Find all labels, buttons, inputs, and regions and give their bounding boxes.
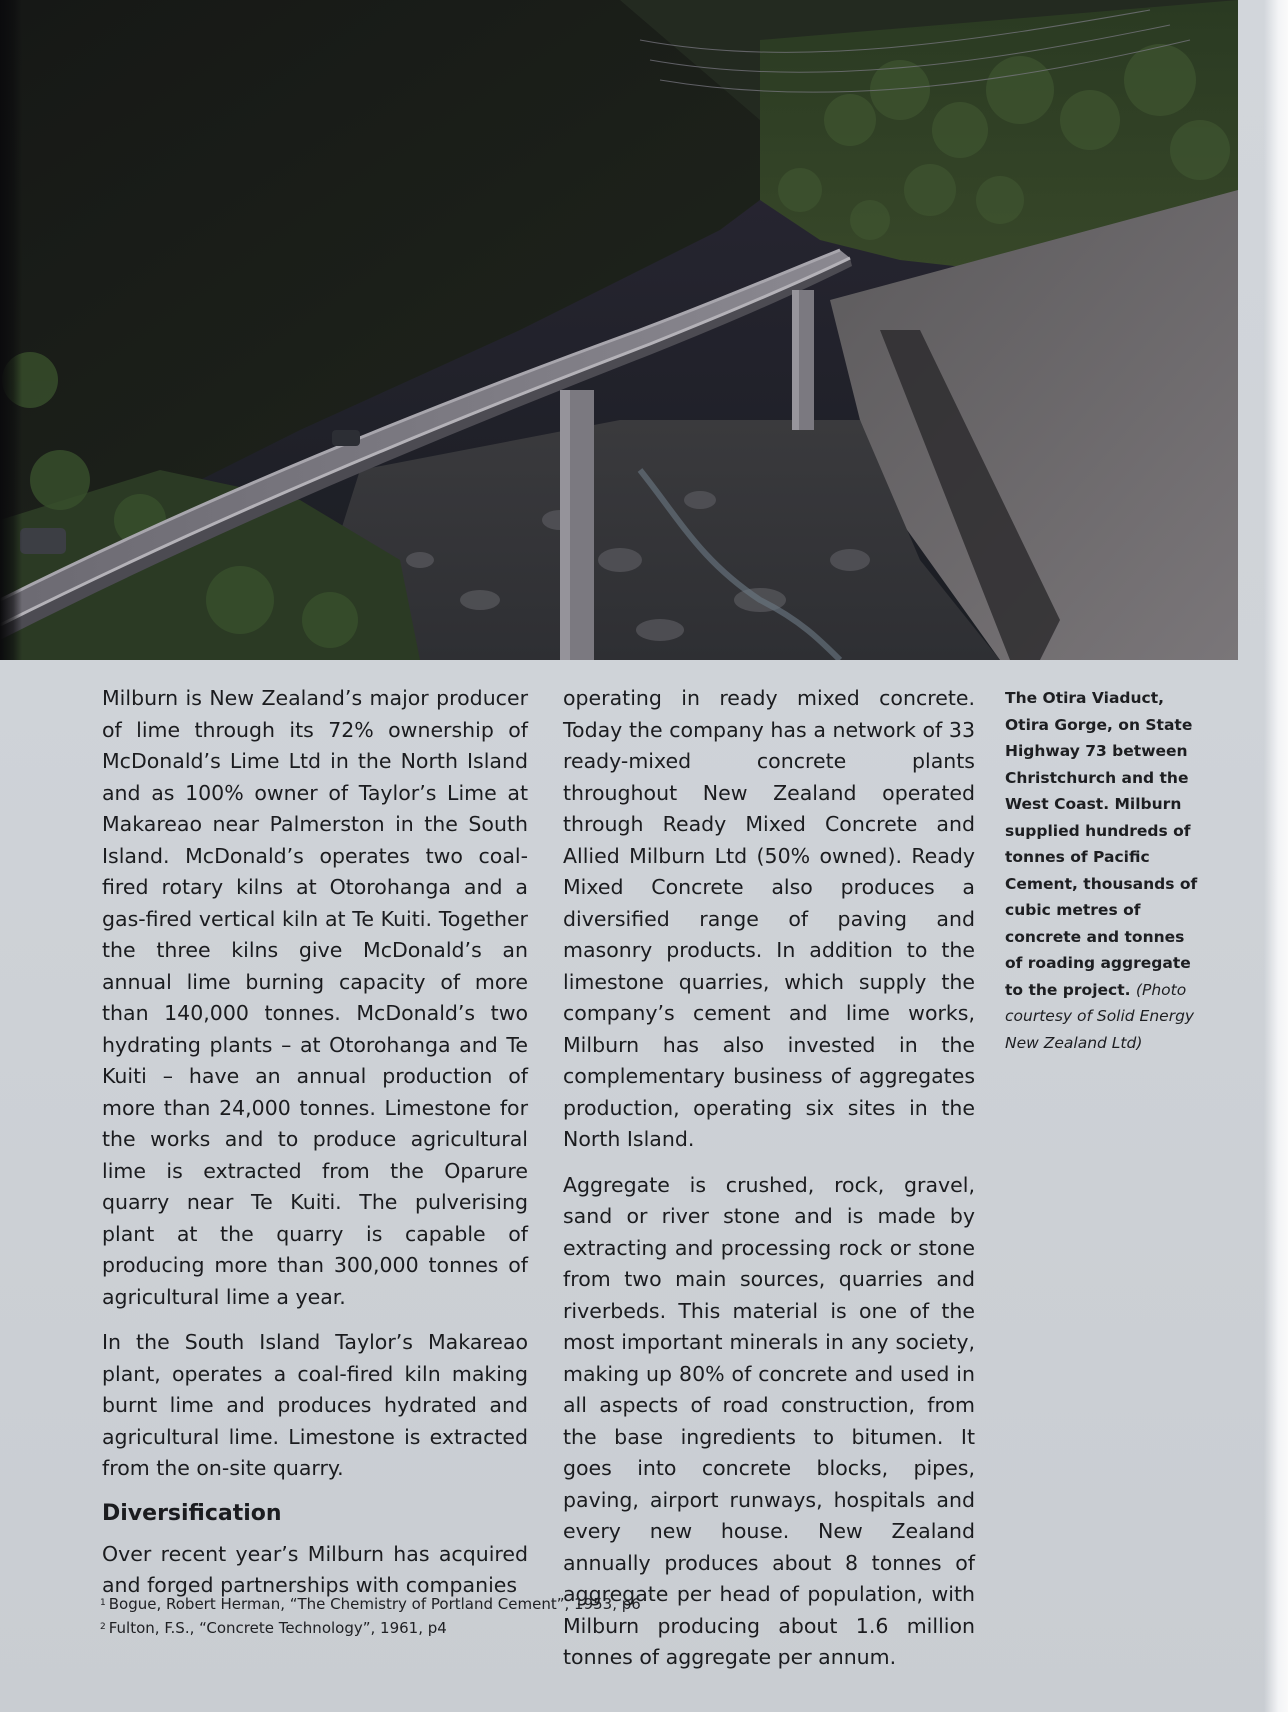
paragraph-south-island: In the South Island Taylor’s Makareao plant, operates a coal-fired kiln making burnt lime and produces hydrated and agricultural lime. Limestone is extracted from the on-site quarry. [102,1330,528,1480]
heading-diversification: Diversification [102,1500,282,1526]
body-column-1 [102,683,528,1616]
photo-otira-viaduct [0,0,1238,660]
footnote [100,1592,800,1616]
paragraph-lime-production: Milburn is New Zealand’s major producer of lime through its 72% ownership of McDonald’s Lime Ltd in the North Island and as 100% owner of Taylor’s Lime at Makareao near Palmerston in the South Island. McDonald’s operates two coal-fired rotary kilns at Otorohanga and a gas-fired vertical kiln at Te Kuiti. Together the three kilns give McDonald’s an annual lime burning capacity of more than 140,000 tonnes. McDonald’s two hydrating plants – at Otorohanga and Te Kuiti – have an annual production of more than 24,000 tonnes. Limestone for the works and to produce agricultural lime is extracted from the Oparure quarry near Te Kuiti. The pulverising plant at the quarry is capable of producing more than 300,000 tonnes of agricultural lime a year. [102,686,528,1309]
caption-text: The Otira Viaduct, Otira Gorge, on State Highway 73 between Christchurch and the West Coast. Milburn supplied hundreds of tonnes of Pacific Cement, thousands of cubic metres of concrete and tonnes of roading aggregate to the project. [1005,689,1198,999]
paragraph-aggregate: Aggregate is crushed, rock, gravel, sand or river stone and is made by extracting and processing rock or stone from two main sources, quarries and riverbeds. This material is one of the most important minerals in any society, making up 80% of concrete and used in all aspects of road construction, from the base ingredients to bitumen. It goes into concrete blocks, pipes, paving, airport runways, hospitals and every new house. New Zealand annually produces about 8 tonnes of aggregate per head of population, with Milburn producing about 1.6 million tonnes of aggregate per annum. [563,1172,975,1669]
footnote-mark: 2 [100,1622,106,1632]
footnote [100,1616,800,1640]
paragraph-diversification: Over recent year’s Milburn has acquired and forged partnerships with companies [102,1541,528,1597]
footnote-text: Fulton, F.S., “Concrete Technology”, 1961, p4 [108,1619,447,1637]
viaduct-photo-illustration [0,0,1238,660]
caption-credit: (Photo courtesy of Solid Energy New Zealand Ltd) [1005,980,1195,1052]
page-edge [1264,0,1288,1712]
body-column-2 [563,683,975,1688]
footnote-mark: 1 [100,1598,106,1608]
photo-caption [1005,685,1205,1056]
footnote-text: Bogue, Robert Herman, “The Chemistry of Portland Cement”, 1953, p6 [108,1595,641,1613]
paragraph-ready-mixed: operating in ready mixed concrete. Today the company has a network of 33 ready-mixed concrete plants throughout New Zealand operated through Ready Mixed Concrete and Allied Milburn Ltd (50% owned). Ready Mixed Concrete also produces a diversified range of paving and masonry products. In addition to the limestone quarries, which supply the company’s cement and lime works, Milburn has also invested in the complementary business of aggregates production, operating six sites in the North Island. [563,686,975,1151]
page-gutter-shadow [0,0,22,660]
footnotes [100,1592,800,1640]
